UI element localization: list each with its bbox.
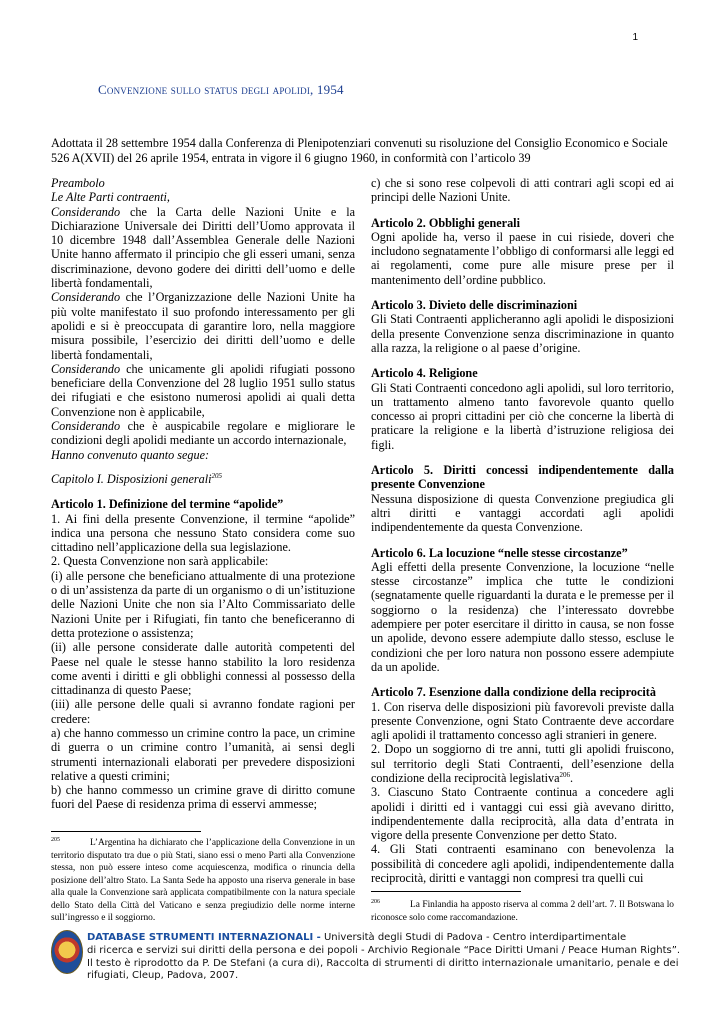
chapter-title: Capitolo I. Disposizioni generali <box>51 471 212 486</box>
article-1-para-5: (iii) alle persone delle quali si avranno fondate ragioni per credere: <box>51 697 355 726</box>
recital-1 <box>51 205 355 291</box>
footnote-205 <box>51 834 355 925</box>
adoption-note: Adottata il 28 settembre 1954 dalla Conferenza di Plenipotenziari convenuti su risoluzione del Consiglio Economico e Sociale 526 A(XVII) del 26 aprile 1954, entrata in vigore il 6 giugno 1960, in conformità con l’articolo 39 <box>51 136 668 165</box>
page-number: 1 <box>632 32 638 43</box>
recital-lead: Considerando <box>51 361 121 376</box>
article-7-para-1: 1. Con riserva delle disposizioni più favorevoli previste dalla presente Convenzione, ogni Stato Contraente deve accordare agli apolidi il trattamento concesso agli stranieri in genere. <box>371 699 674 743</box>
footnote-text: La Finlandia ha apposto riserva al comma 2 dell’art. 7. Il Botswana lo riconosce solo come raccomandazione. <box>371 900 674 923</box>
recital-text: che è auspicabile regolare e migliorare le condizioni degli apolidi mediante un accordo internazionale, <box>51 419 355 448</box>
article-7-para-4: 4. Gli Stati contraenti esaminano con benevolenza la possibilità di concedere agli apolidi, indipendentemente dalla reciprocità, diritti e vantaggi non compresi tra quelli cui <box>371 842 674 886</box>
article-1-para-1: 1. Ai fini della presente Convenzione, il termine “apolide” indica una persona che nessuno Stato considera come suo cittadino nell’applicazione della sua legislazione. <box>51 511 355 555</box>
footer-credits <box>87 932 687 983</box>
recital-text: che unicamente gli apolidi rifugiati possono beneficiare della Convenzione del 28 luglio 1951 sullo status dei rifugiati e che esistono numerosi apolidi ai quali detta Convenzione non è applicabile, <box>51 361 355 419</box>
footer-line-1-rest: Università degli Studi di Padova - Centro interdipartimentale <box>320 932 627 943</box>
article-5-text: Nessuna disposizione di questa Convenzione pregiudica gli altri diritti e vantaggi accordati agli apolidi indipendentemente da questa Convenzione. <box>371 491 674 535</box>
article-6-text: Agli effetti della presente Convenzione, la locuzione “nelle stesse circostanze” implica che tutte le condizioni (segnatamente quelle riguardanti la durata e le premesse per il soggiorno o la residenza) che l’interessato dovrebbe adempiere per poter esercitare il diritto in causa, se non fosse un apolide, devono essere adempiute dallo stesso, escluse le condizioni che per loro natura non possono essere adempiute da un apolide. <box>371 559 674 674</box>
article-6-title: Articolo 6. La locuzione “nelle stesse circostanze” <box>371 545 628 560</box>
article-3-title: Articolo 3. Divieto delle discriminazioni <box>371 298 578 313</box>
article-1-para-3: (i) alle persone che beneficiano attualmente di una protezione o di un’assistenza da parte di un organismo o di un’istituzione delle Nazioni Unite che non sia l’Alto Commissariato delle Nazioni Unite per i Rifugiati, fin tanto che beneficeranno di detta protezione o assistenza; <box>51 568 355 640</box>
footnote-number: 206 <box>371 899 380 905</box>
footnote-text: L’Argentina ha dichiarato che l’applicazione della Convenzione in un territorio disputato tra due o più Stati, siano essi o meno Parti alla Convenzione stessa, non può essere inteso come acquiescenza, modifica o rinuncia della posizione dell’altro Stato. La Santa Sede ha apposto una riserva generale in base alla quale la Convenzione sarà applicata compatibilmente con la natura speciale dello Stato della Città del Vaticano e senza pregiudizio delle norme interne sull’ingresso e il soggiorno. <box>51 838 355 924</box>
recital-4 <box>51 419 355 448</box>
chapter-heading <box>51 472 355 486</box>
university-seal-icon <box>51 930 83 974</box>
article-7-para-2: 2. Dopo un soggiorno di tre anni, tutti gli apolidi fruiscono, sul territorio degli Stati Contraenti, dell’esenzione della condizione della reciprocità legislativa$^{206}$. <box>371 742 674 785</box>
article-1-para-7: b) che hanno commesso un crimine grave di diritto comune fuori del Paese di residenza prima di esservi ammesse; <box>51 783 355 812</box>
article-1-title: Articolo 1. Definizione del termine “apolide” <box>51 497 284 512</box>
preamble-heading: Preambolo <box>51 176 105 190</box>
page-title: Convenzione sullo status degli apolidi, 1954 <box>98 82 344 97</box>
footnote-divider-left <box>51 831 201 832</box>
article-5-title: Articolo 5. Diritti concessi indipendentemente dalla presente Convenzione <box>371 463 674 492</box>
recital-2 <box>51 290 355 361</box>
parties-line: Le Alte Parti contraenti, <box>51 190 170 205</box>
page-footer <box>51 928 681 986</box>
recital-text: che l’Organizzazione delle Nazioni Unite ha più volte manifestato il suo profondo interessamento per gli apolidi e si è preoccupata di garantire loro, nella maggiore misura possibile, l’esercizio dei diritti dell’uomo e delle libertà fondamentali, <box>51 290 355 362</box>
footnote-ref-206[interactable]: 206 <box>559 770 570 779</box>
recital-lead: Considerando <box>51 290 121 305</box>
footer-brand: DATABASE STRUMENTI INTERNAZIONALI - <box>87 932 321 943</box>
footer-line-2: di ricerca e servizi sui diritti della persona e dei popoli - Archivio Regionale “Pace Diritti Umani / Peace Human Rights”. <box>87 944 681 956</box>
left-column <box>51 176 355 812</box>
agreement-line: Hanno convenuto quanto segue: <box>51 447 210 462</box>
footer-line-1 <box>87 932 687 945</box>
article-7-title: Articolo 7. Esenzione dalla condizione della reciprocità <box>371 685 656 700</box>
recital-lead: Considerando <box>51 204 121 219</box>
article-7-para-2-text: 2. Dopo un soggiorno di tre anni, tutti gli apolidi fruiscono, sul territorio degli Stati Contraenti, dell’esenzione della condizione della reciprocità legislativa <box>371 742 674 785</box>
article-1-para-2: 2. Questa Convenzione non sarà applicabile: <box>51 554 269 569</box>
footnote-number: 205 <box>51 837 60 843</box>
recital-3 <box>51 362 355 419</box>
article-3-text: Gli Stati Contraenti applicheranno agli apolidi le disposizioni della presente Convenzione senza discriminazione in quanto alla razza, la religione o al paese d’origine. <box>371 312 674 355</box>
footnote-ref-205[interactable]: 205 <box>211 471 222 480</box>
article-7-para-3: 3. Ciascuno Stato Contraente continua a concedere agli apolidi i diritti ed i vantaggi cui essi già avevano diritto, indipendentemente dalla reciprocità, alla data d’entrata in vigore della presente Convenzione per detto Stato. <box>371 785 674 843</box>
footer-line-3: Il testo è riprodotto da P. De Stefani (a cura di), Raccolta di strumenti di diritto internazionale umanitario, penale e dei <box>87 957 679 969</box>
recital-text: che la Carta delle Nazioni Unite e la Dichiarazione Universale dei Diritti dell’Uomo approvata il 10 dicembre 1948 dall’Assemblea Generale delle Nazioni Unite hanno affermato il principio che gli esseri umani, senza discriminazione, devono godere dei diritti dell’uomo e delle libertà fondamentali, <box>51 204 355 291</box>
article-2-text: Ogni apolide ha, verso il paese in cui risiede, doveri che includono segnatamente l’obbligo di conformarsi alle leggi ed ai regolamenti, come pure alle misure prese per il mantenimento dell’ordine pubblico. <box>371 229 674 287</box>
article-1-para-8: c) che si sono rese colpevoli di atti contrari agli scopi ed ai principi delle Nazioni Unite. <box>371 176 674 205</box>
recital-lead: Considerando <box>51 419 121 434</box>
article-2-title: Articolo 2. Obblighi generali <box>371 215 520 230</box>
article-4-text: Gli Stati Contraenti concedono agli apolidi, sul loro territorio, un trattamento almeno tanto favorevole quanto quello concesso ai propri cittadini per ciò che concerne la libertà di praticare la religione e la libertà d’istruzione religiosa dei figli. <box>371 380 674 452</box>
right-column <box>371 176 674 885</box>
article-4-title: Articolo 4. Religione <box>371 366 478 381</box>
article-1-para-6: a) che hanno commesso un crimine contro la pace, un crimine di guerra o un crimine contro l’umanità, ai sensi degli strumenti internazionali elaborati per prevedere disposizioni relative a questi crimini; <box>51 725 355 783</box>
footnote-divider-right <box>371 891 521 892</box>
article-1-para-4: (ii) alle persone considerate dalle autorità competenti del Paese nel quale le stesse hanno stabilito la loro residenza come aventi i diritti e gli obblighi connessi al possesso della cittadinanza di questo Paese; <box>51 640 355 698</box>
footnote-206 <box>371 896 674 924</box>
footer-line-4: rifugiati, Cleup, Padova, 2007. <box>87 970 239 982</box>
